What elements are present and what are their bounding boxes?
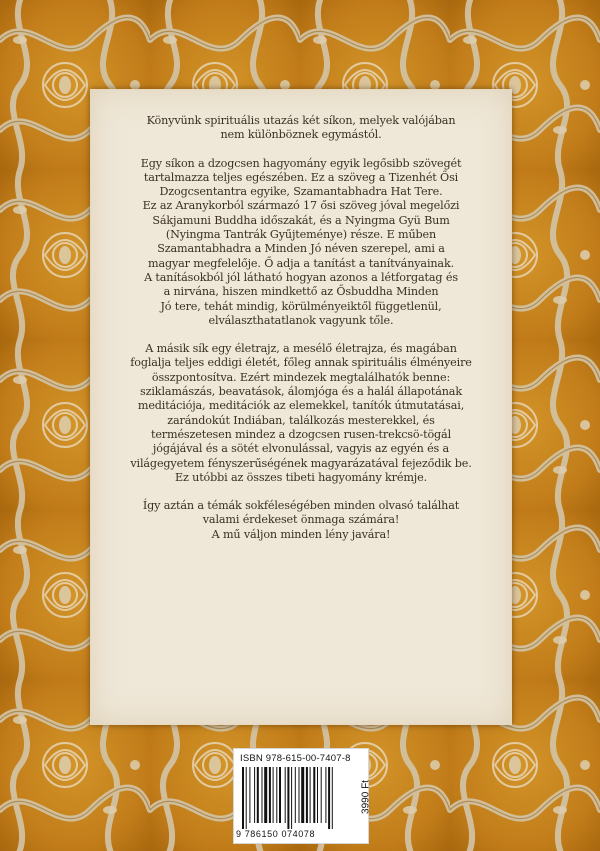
barcode-bar	[325, 767, 326, 823]
blurb-line: A másik sík egy életrajz, a mesélő életrajza, és magában	[145, 342, 457, 356]
barcode-bar	[246, 767, 247, 829]
barcode-bar	[332, 767, 333, 829]
price-tag	[360, 757, 372, 837]
barcode-bar	[262, 767, 263, 823]
blurb-line: nem különböznek egymástól.	[220, 128, 382, 142]
blurb-paragraph	[103, 499, 499, 542]
blurb-line: Így aztán a témák sokféleségében minden olvasó találhat	[142, 499, 460, 513]
barcode-bar	[276, 767, 277, 823]
blurb-line: Egy síkon a dzogcsen hagyomány egyik legősibb szövegét	[140, 156, 462, 170]
blurb-panel	[90, 89, 512, 725]
price-label: 3990 Ft	[360, 780, 372, 814]
blurb-line: természetesen mindez a dzogcsen rusen-trekcsö-tögál	[150, 427, 452, 441]
barcode-bar	[242, 767, 244, 829]
blurb-line: jógájával és a sötét elvonulással, vagyis az egyén és a	[152, 442, 450, 456]
blurb-line: Ez az Aranykorból származó 17 ősi szöveg jóval megelőzi	[142, 199, 460, 213]
barcode-bar	[321, 767, 322, 823]
barcode-bar	[279, 767, 281, 823]
isbn-barcode-block	[233, 748, 372, 844]
barcode-bar	[295, 767, 296, 823]
blurb-line: (Nyingma Tantrák Gyűjteménye) része. E műben	[165, 228, 437, 242]
barcode-bar	[273, 767, 274, 823]
blurb-line: foglalja teljes eddigi életét, főleg annak spirituális élményeire	[130, 356, 472, 370]
blurb-line: Jó tere, tehát mindig, körülményeiktől függetlenül,	[160, 299, 442, 313]
blurb-paragraph	[103, 342, 499, 485]
blurb-line: sziklamászás, beavatások, álomjóga és a halál állapotának	[140, 385, 462, 399]
barcode-bar	[306, 767, 308, 823]
blurb-line: valami érdekeset önmaga számára!	[202, 513, 400, 527]
barcode-bar	[291, 767, 292, 829]
blurb-line: magyar megfelelője. Ő adja a tanítást a tanítványainak.	[148, 256, 454, 270]
barcode-bar	[269, 767, 271, 823]
blurb-line: A tanításokból jól látható hogyan azonos a létforgatag és	[144, 270, 458, 284]
blurb-line: zarándokút Indiában, találkozás mesterekkel, és	[167, 413, 435, 427]
blurb-line: Ez utóbbi az összes tibeti hagyomány krémje.	[174, 470, 427, 484]
barcode-bar	[310, 767, 311, 823]
blurb-line: tartalmazza teljes egészében. Ez a szöveg a Tizenhét Ősi	[143, 170, 459, 184]
blurb-paragraph	[103, 114, 499, 143]
blurb-line: meditációja, meditációk az elemekkel, tanítók útmutatásai,	[137, 399, 465, 413]
barcode-bar	[317, 767, 318, 823]
blurb-text	[103, 114, 499, 556]
isbn-label: ISBN 978-615-00-7407-8	[240, 753, 351, 764]
barcode-digits: 9 786150 074078	[236, 829, 316, 839]
barcode-bar	[257, 767, 259, 823]
barcode-bar	[285, 767, 286, 823]
barcode-bar	[254, 767, 255, 823]
blurb-paragraph	[103, 157, 499, 329]
blurb-line: Könyvünk spirituális utazás két síkon, melyek valójában	[146, 114, 456, 127]
blurb-line: Szamantabhadra a Minden Jó néven szerepel, ami a	[157, 242, 445, 256]
blurb-line: Sákjamuni Buddha időszakát, és a Nyingma Gyü Bum	[152, 213, 450, 227]
barcode-bar	[299, 767, 300, 823]
barcode-bar	[301, 767, 304, 823]
blurb-line: A mű váljon minden lény javára!	[211, 527, 391, 541]
blurb-line: világegyetem fényszerűségének magyarázatával fejeződik be.	[130, 456, 472, 470]
blurb-line: a nirvána, hiszen mindkettő az Ősbuddha Minden	[163, 285, 439, 299]
barcode-bars	[242, 767, 354, 829]
barcode-bar	[328, 767, 330, 829]
blurb-line: összpontosítva. Ezért mindezek megtalálhatók benne:	[151, 370, 451, 384]
barcode-bar	[249, 767, 250, 823]
blurb-line: Dzogcsentantra egyike, Szamantabhadra Hat Tere.	[159, 185, 443, 199]
blurb-line: elválaszthatatlanok vagyunk tőle.	[208, 313, 394, 327]
barcode-bar	[287, 767, 289, 829]
barcode-bar	[264, 767, 267, 823]
barcode-bar	[313, 767, 315, 823]
